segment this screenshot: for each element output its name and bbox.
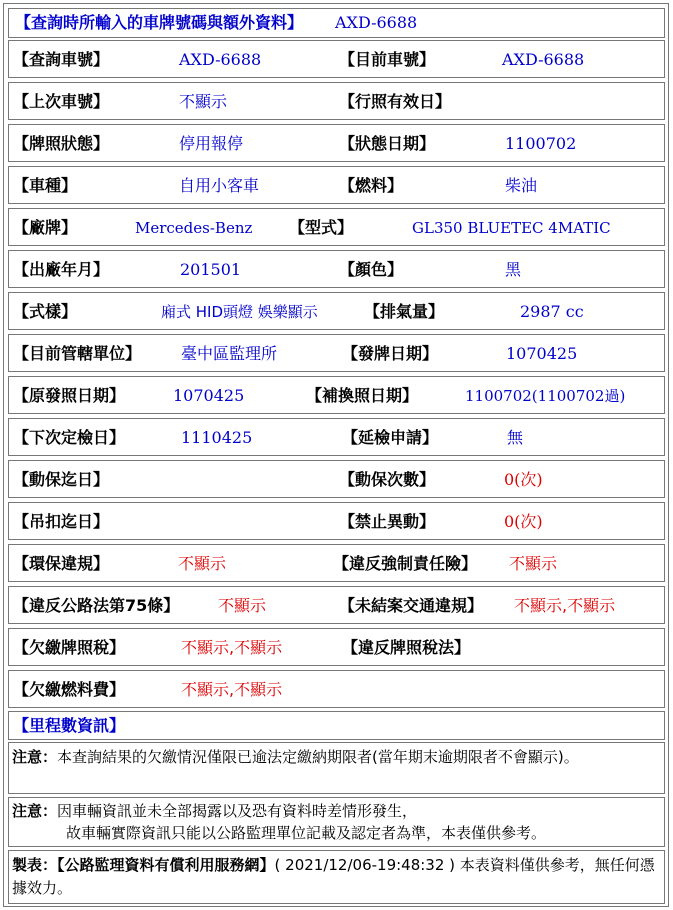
value-movable-security-count: 0(次) [504,470,543,489]
note-disclaimer [8,797,665,847]
note-disclaimer-line2: 故車輛實際資訊只能以公路監理單位記載及認定者為準，本表僅供參考。 [66,824,547,842]
header-title: 【查詢時所輸入的車牌號碼與額外資料】 [15,13,304,32]
row-previous-plate [8,82,665,120]
row-highway-law [8,586,665,624]
value-original-issue-date: 1070425 [173,386,245,405]
value-environmental-violation: 不顯示 [178,554,227,573]
row-movable-security [8,460,665,498]
report-header [8,8,665,38]
value-status-date: 1100702 [505,134,577,153]
value-unpaid-fuel-fee: 不顯示,不顯示 [181,680,283,699]
label-original-issue-date: 【原發照日期】 [13,386,126,405]
label-movable-security-count: 【動保次數】 [339,470,436,489]
note-disclaimer-line1 [12,800,661,823]
value-manufacture-date: 201501 [180,260,242,279]
label-compulsory-insurance: 【違反強制責任險】 [333,554,478,573]
value-compulsory-insurance: 不顯示 [509,554,558,573]
value-plate-issue-date: 1070425 [506,344,578,363]
value-previous-plate: 不顯示 [179,92,228,111]
note-source-text [12,854,661,900]
row-plate [8,40,665,78]
value-query-plate: AXD-6688 [179,50,262,69]
value-open-traffic-violations: 不顯示,不顯示 [514,596,616,615]
note-disclaimer-body1: 因車輛資訊並未全部揭露以及恐有資料時差情形發生， [57,802,418,820]
note-source-body: ( 2021/12/06-19:48:32 ) 本表資料僅供參考，無任何憑據效力。 [12,856,655,897]
label-inspection-extension: 【延檢申請】 [342,428,439,447]
label-reissue-date: 【補換照日期】 [306,386,419,405]
label-manufacture-date: 【出廠年月】 [13,260,110,279]
row-suspension [8,502,665,540]
label-open-traffic-violations: 【未結案交通違規】 [339,596,484,615]
label-next-inspection: 【下次定檢日】 [13,428,126,447]
value-transfer-prohibited: 0(次) [504,512,543,531]
label-vehicle-type: 【車種】 [13,176,78,195]
label-unpaid-fuel-fee: 【欠繳燃料費】 [13,680,126,699]
mileage-section [8,711,665,740]
label-suspension-end: 【吊扣迄日】 [13,512,110,531]
label-environmental-violation: 【環保違規】 [13,554,110,573]
label-current-plate: 【目前車號】 [339,50,436,69]
row-manufacture-date [8,250,665,288]
value-displacement: 2987 cc [520,302,584,321]
note-overdue-body: 本查詢結果的欠繳情況僅限已逾法定繳納期限者(當年期末逾期限者不會顯示)。 [57,748,579,766]
note-overdue [8,742,665,794]
label-license-valid-date: 【行照有效日】 [339,92,452,111]
note-source [8,850,665,904]
label-status-date: 【狀態日期】 [339,134,436,153]
value-color: 黑 [505,260,522,279]
value-plate-status: 停用報停 [179,134,244,153]
note-source-label: 製表： [12,856,58,874]
row-next-inspection [8,418,665,456]
label-color: 【顏色】 [339,260,404,279]
note-overdue-text [12,746,661,769]
value-unpaid-license-tax: 不顯示,不顯示 [181,638,283,657]
row-jurisdiction [8,334,665,372]
note-source-service: 【公路監理資料有償利用服務網】 [57,856,275,874]
note-overdue-label: 注意： [12,748,58,766]
label-license-tax-violation: 【違反牌照稅法】 [342,638,471,657]
mileage-title: 【里程數資訊】 [13,716,126,735]
row-vehicle-type [8,166,665,204]
row-fuel-fee [8,670,665,708]
row-style [8,292,665,330]
value-brand: Mercedes-Benz [135,219,253,237]
row-plate-status [8,124,665,162]
label-previous-plate: 【上次車號】 [13,92,110,111]
label-highway-law-75: 【違反公路法第75條】 [13,596,180,615]
value-model: GL350 BLUETEC 4MATIC [412,219,611,237]
label-plate-issue-date: 【發牌日期】 [342,344,439,363]
label-movable-security-end: 【動保迄日】 [13,470,110,489]
row-environmental [8,544,665,582]
label-fuel: 【燃料】 [339,176,404,195]
value-next-inspection: 1110425 [181,428,253,447]
label-displacement: 【排氣量】 [364,302,445,321]
value-reissue-date: 1100702(1100702過) [465,387,626,405]
value-vehicle-type: 自用小客車 [179,176,260,195]
row-original-issue-date [8,376,665,414]
value-fuel: 柴油 [505,176,538,195]
label-transfer-prohibited: 【禁止異動】 [339,512,436,531]
header-plate: AXD-6688 [335,13,418,32]
label-brand: 【廠牌】 [13,218,78,237]
value-inspection-extension: 無 [507,428,524,447]
label-model: 【型式】 [289,218,354,237]
label-query-plate: 【查詢車號】 [13,50,110,69]
value-highway-law-75: 不顯示 [218,596,267,615]
label-unpaid-license-tax: 【欠繳牌照稅】 [13,638,126,657]
row-brand [8,208,665,246]
label-plate-status: 【牌照狀態】 [13,134,110,153]
value-style: 廂式 HID頭燈 娛樂顯示 [161,303,318,321]
value-current-plate: AXD-6688 [502,50,585,69]
label-jurisdiction: 【目前管轄單位】 [13,344,142,363]
note-disclaimer-label: 注意： [12,802,58,820]
label-style: 【式樣】 [13,302,78,321]
value-jurisdiction: 臺中區監理所 [181,344,278,363]
row-license-tax [8,628,665,666]
